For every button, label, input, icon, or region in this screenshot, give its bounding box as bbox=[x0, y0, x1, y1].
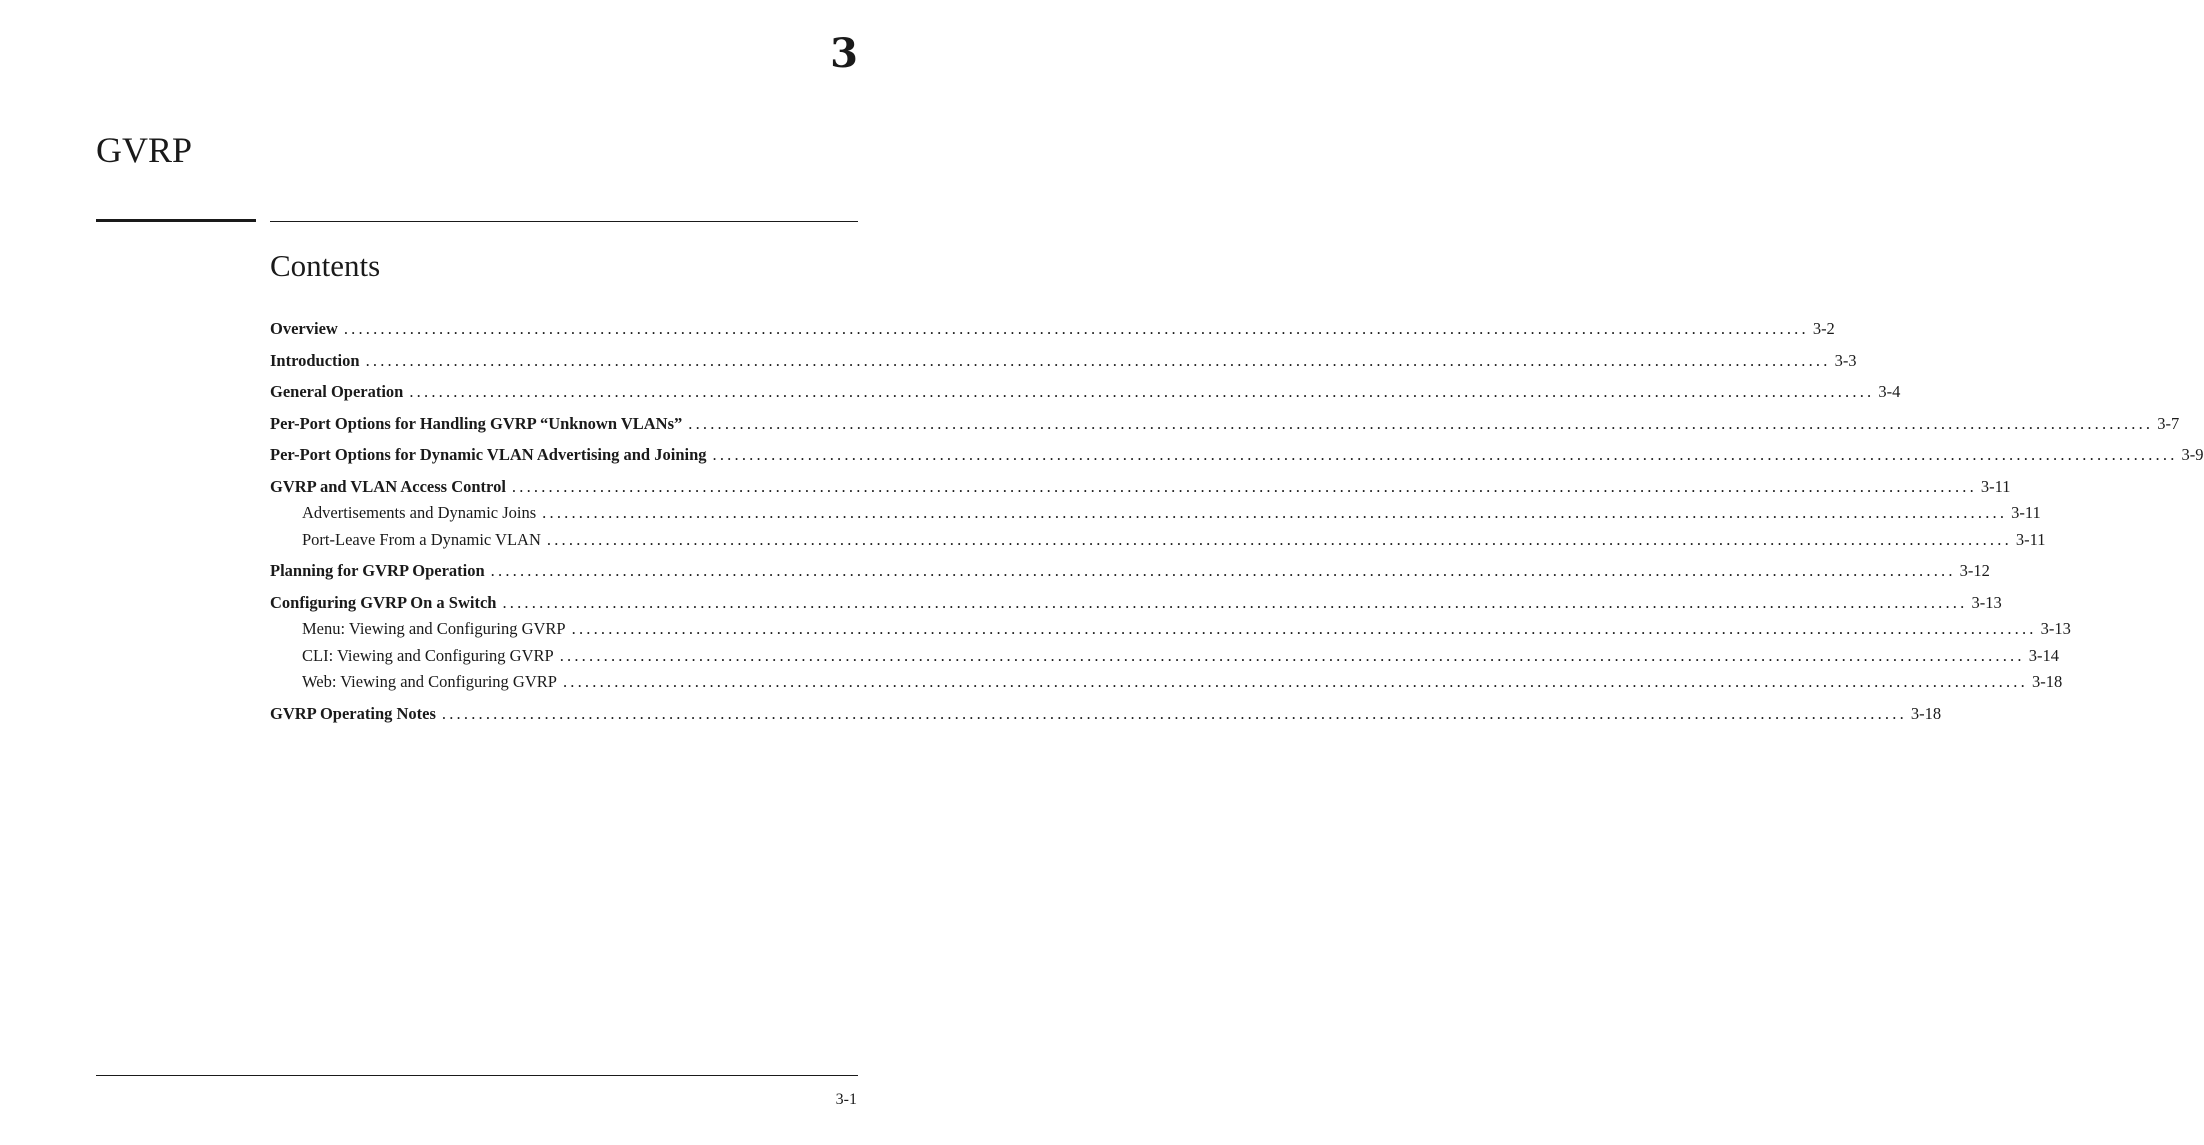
toc-dot-leader: ........................................................................................................................................................................................................ bbox=[511, 476, 1977, 496]
toc-entry[interactable] bbox=[270, 703, 1942, 731]
toc-entry-label: Port-Leave From a Dynamic VLAN bbox=[302, 529, 541, 549]
toc-entry-page: 3-3 bbox=[1834, 350, 1857, 370]
toc-dot-leader: ........................................................................................................................................................................................................ bbox=[343, 319, 1809, 338]
toc-dot-leader: ........................................................................................................................................................................................................ bbox=[559, 645, 2025, 665]
toc-entry-label: Per-Port Options for Handling GVRP “Unknown VLANs” bbox=[270, 413, 683, 433]
chapter-number: 3 bbox=[830, 30, 858, 77]
toc-entry-label: Menu: Viewing and Configuring GVRP bbox=[302, 619, 566, 638]
toc-entry-page: 3-11 bbox=[2015, 529, 2046, 549]
toc-subentry[interactable] bbox=[270, 672, 2063, 699]
toc-dot-leader: ........................................................................................................................................................................................................ bbox=[562, 672, 2028, 691]
page-number: 3-1 bbox=[835, 1091, 857, 1108]
toc-dot-leader: ........................................................................................................................................................................................................ bbox=[441, 703, 1907, 723]
toc-entry-page: 3-18 bbox=[2031, 672, 2063, 691]
toc-dot-leader: ........................................................................................................................................................................................................ bbox=[365, 350, 1831, 370]
toc-entry[interactable] bbox=[270, 445, 2204, 472]
toc-entry[interactable] bbox=[270, 319, 1835, 346]
toc-entry-label: Configuring GVRP On a Switch bbox=[270, 592, 497, 612]
toc-dot-leader: ........................................................................................................................................................................................................ bbox=[546, 529, 2012, 549]
toc-entry-label: Overview bbox=[270, 319, 338, 338]
toc-entry-page: 3-13 bbox=[2040, 619, 2071, 638]
chapter-rule-thick bbox=[96, 219, 256, 222]
toc-subentry[interactable] bbox=[270, 645, 2059, 673]
toc-entry-label: GVRP Operating Notes bbox=[270, 703, 436, 723]
toc-entry[interactable] bbox=[270, 413, 2180, 441]
toc-dot-leader: ........................................................................................................................................................................................................ bbox=[571, 619, 2037, 638]
toc-entry-label: General Operation bbox=[270, 382, 404, 401]
toc-entry[interactable] bbox=[270, 592, 2002, 620]
toc-entry-page: 3-4 bbox=[1878, 382, 1901, 401]
toc-entry-label: CLI: Viewing and Configuring GVRP bbox=[302, 645, 554, 665]
toc-dot-leader: ........................................................................................................................................................................................................ bbox=[502, 592, 1968, 612]
table-of-contents bbox=[270, 319, 2204, 730]
toc-subentry[interactable] bbox=[270, 619, 2071, 646]
footer-rule bbox=[96, 1075, 858, 1076]
toc-subentry[interactable] bbox=[270, 503, 2041, 530]
toc-entry[interactable] bbox=[270, 476, 2011, 504]
toc-dot-leader: ........................................................................................................................................................................................................ bbox=[409, 382, 1875, 401]
toc-entry[interactable] bbox=[270, 382, 1901, 409]
toc-entry[interactable] bbox=[270, 561, 1990, 588]
toc-subentry[interactable] bbox=[270, 529, 2046, 557]
toc-entry-page: 3-12 bbox=[1959, 561, 1990, 580]
toc-entry-page: 3-18 bbox=[1910, 703, 1942, 723]
chapter-title: GVRP bbox=[96, 130, 193, 170]
toc-entry-label: Per-Port Options for Dynamic VLAN Advertising and Joining bbox=[270, 445, 707, 464]
toc-entry-page: 3-13 bbox=[1971, 592, 2002, 612]
toc-entry[interactable] bbox=[270, 350, 1857, 378]
toc-entry-page: 3-9 bbox=[2181, 445, 2204, 464]
toc-entry-label: Introduction bbox=[270, 350, 360, 370]
toc-entry-label: Advertisements and Dynamic Joins bbox=[302, 503, 537, 522]
toc-entry-page: 3-14 bbox=[2028, 645, 2059, 665]
toc-entry-page: 3-2 bbox=[1812, 319, 1835, 338]
chapter-rule-thin bbox=[270, 221, 858, 222]
toc-entry-label: Web: Viewing and Configuring GVRP bbox=[302, 672, 557, 691]
toc-entry-page: 3-11 bbox=[2011, 503, 2041, 522]
toc-dot-leader: ........................................................................................................................................................................................................ bbox=[688, 413, 2154, 433]
toc-dot-leader: ........................................................................................................................................................................................................ bbox=[490, 561, 1956, 580]
toc-entry-page: 3-7 bbox=[2157, 413, 2180, 433]
toc-entry-label: Planning for GVRP Operation bbox=[270, 561, 485, 580]
toc-dot-leader: ........................................................................................................................................................................................................ bbox=[712, 445, 2178, 464]
toc-entry-label: GVRP and VLAN Access Control bbox=[270, 476, 506, 496]
toc-dot-leader: ........................................................................................................................................................................................................ bbox=[542, 503, 2008, 522]
contents-heading: Contents bbox=[270, 248, 381, 283]
toc-entry-page: 3-11 bbox=[1980, 476, 2011, 496]
